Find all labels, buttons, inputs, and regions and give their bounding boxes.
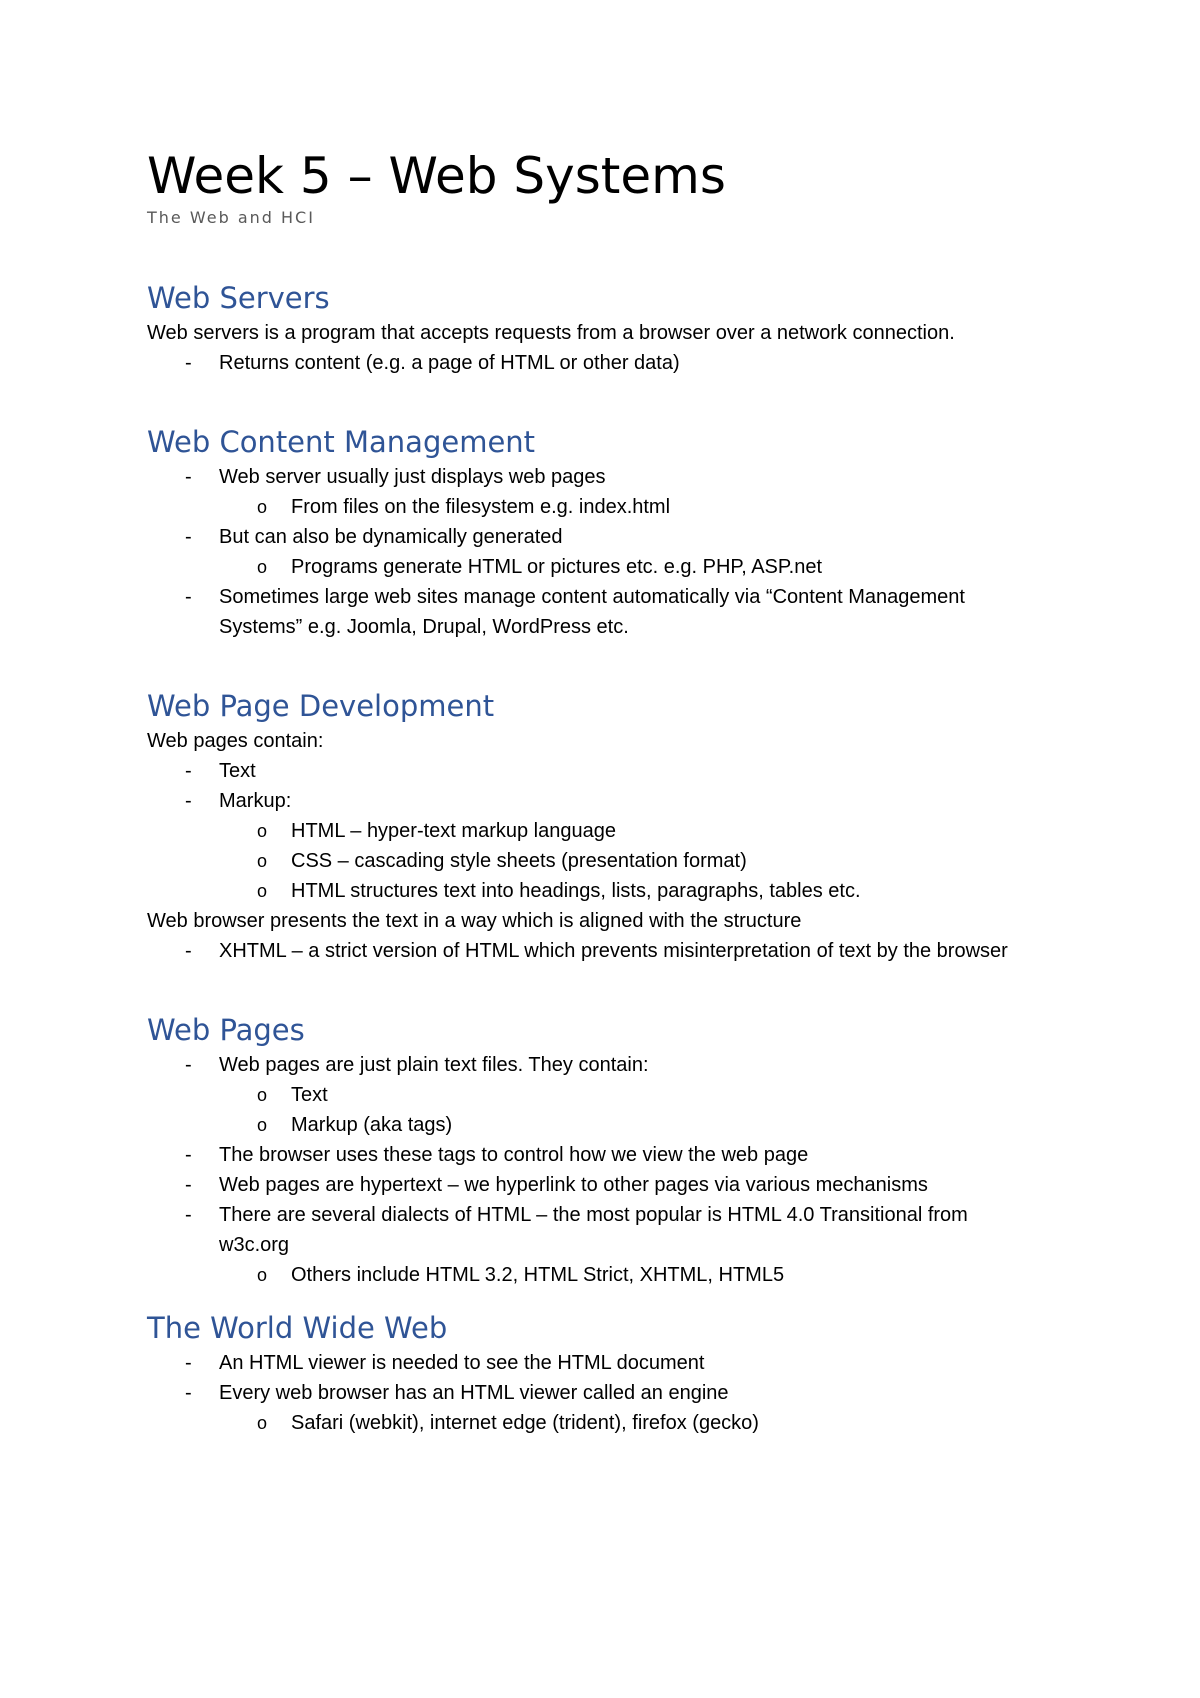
dash-marker: - — [185, 790, 192, 812]
list-item-text: There are several dialects of HTML – the most popular is HTML 4.0 Transitional from w3c.org — [219, 1204, 968, 1256]
section-heading: Web Page Development — [147, 689, 495, 723]
sub-bullet-list — [219, 816, 1067, 906]
sub-bullet-list — [219, 552, 1067, 582]
section-heading: Web Servers — [147, 281, 330, 315]
sub-list-item-text: From files on the filesystem e.g. index.html — [291, 496, 671, 518]
sub-bullet-list — [219, 492, 1067, 522]
paragraph: Web pages contain: — [147, 730, 324, 752]
sub-list-item — [219, 552, 1067, 582]
dash-marker: - — [185, 586, 192, 608]
sub-bullet-list — [219, 1080, 1067, 1140]
circle-marker: o — [257, 1413, 268, 1433]
list-item — [147, 1140, 1067, 1170]
bullet-list — [147, 1050, 1067, 1080]
sub-list-item — [219, 846, 1067, 876]
sub-list-item-text: Programs generate HTML or pictures etc. e.g. PHP, ASP.net — [291, 556, 823, 578]
bullet-list — [147, 1140, 1067, 1260]
circle-marker: o — [257, 881, 268, 901]
bullet-list — [147, 462, 1067, 492]
sub-list-item — [219, 876, 1067, 906]
circle-marker: o — [257, 851, 268, 871]
circle-marker: o — [257, 497, 268, 517]
section-world-wide-web — [147, 1308, 1067, 1438]
list-item-text: Text — [219, 760, 256, 782]
list-item — [147, 936, 1067, 966]
section-web-servers — [147, 278, 1067, 378]
list-item — [147, 522, 1067, 552]
list-item — [147, 1170, 1067, 1200]
list-item-text: An HTML viewer is needed to see the HTML document — [219, 1352, 705, 1374]
bullet-list — [147, 348, 1067, 378]
list-item-text: The browser uses these tags to control how we view the web page — [219, 1144, 809, 1166]
list-item — [147, 1348, 1067, 1378]
list-item-text: Web pages are just plain text files. They contain: — [219, 1054, 649, 1076]
section-web-content-management — [147, 422, 1067, 642]
list-item — [147, 1200, 1067, 1260]
list-item-text: But can also be dynamically generated — [219, 526, 563, 548]
list-item — [147, 462, 1067, 492]
list-item — [147, 582, 1067, 642]
sub-list-item — [219, 1110, 1067, 1140]
sub-list-item-text: HTML structures text into headings, lists, paragraphs, tables etc. — [291, 880, 861, 902]
sub-bullet-list — [219, 1408, 1067, 1438]
dash-marker: - — [185, 352, 192, 374]
circle-marker: o — [257, 1115, 268, 1135]
sub-list-item-text: Markup (aka tags) — [291, 1114, 453, 1136]
paragraph: Web browser presents the text in a way which is aligned with the structure — [147, 910, 802, 932]
sub-list-item — [219, 492, 1067, 522]
sub-list-item — [219, 1408, 1067, 1438]
list-item-text: XHTML – a strict version of HTML which prevents misinterpretation of text by the browser — [219, 940, 1008, 962]
sub-list-item — [219, 816, 1067, 846]
list-item-text: Sometimes large web sites manage content automatically via “Content Management Systems” e.g. Joomla, Drupal, WordPress etc. — [219, 586, 965, 638]
list-item — [147, 1050, 1067, 1080]
dash-marker: - — [185, 1204, 192, 1226]
list-item — [147, 786, 1067, 816]
circle-marker: o — [257, 557, 268, 577]
bullet-list — [147, 582, 1067, 642]
document-page — [147, 146, 1067, 1438]
section-heading: Web Pages — [147, 1013, 305, 1047]
bullet-list — [147, 936, 1067, 966]
dash-marker: - — [185, 940, 192, 962]
dash-marker: - — [185, 1382, 192, 1404]
sub-bullet-list — [219, 1260, 1067, 1290]
dash-marker: - — [185, 526, 192, 548]
bullet-list — [147, 1348, 1067, 1408]
list-item-text: Web server usually just displays web pages — [219, 466, 606, 488]
list-item — [147, 1378, 1067, 1408]
sub-list-item-text: CSS – cascading style sheets (presentation format) — [291, 850, 747, 872]
section-heading: Web Content Management — [147, 425, 536, 459]
list-item-text: Every web browser has an HTML viewer called an engine — [219, 1382, 729, 1404]
list-item-text: Web pages are hypertext – we hyperlink to other pages via various mechanisms — [219, 1174, 928, 1196]
list-item-text: Returns content (e.g. a page of HTML or other data) — [219, 352, 680, 374]
document-title: Week 5 – Web Systems — [147, 147, 726, 205]
dash-marker: - — [185, 760, 192, 782]
sub-list-item-text: Text — [291, 1084, 328, 1106]
circle-marker: o — [257, 1085, 268, 1105]
bullet-list — [147, 756, 1067, 816]
dash-marker: - — [185, 1144, 192, 1166]
dash-marker: - — [185, 1174, 192, 1196]
section-web-page-development — [147, 686, 1067, 966]
bullet-list — [147, 522, 1067, 552]
list-item-text: Markup: — [219, 790, 292, 812]
sub-list-item-text: HTML – hyper-text markup language — [291, 820, 616, 842]
dash-marker: - — [185, 466, 192, 488]
circle-marker: o — [257, 1265, 268, 1285]
sub-list-item — [219, 1080, 1067, 1110]
dash-marker: - — [185, 1054, 192, 1076]
list-item — [147, 756, 1067, 786]
section-heading: The World Wide Web — [147, 1311, 448, 1345]
sub-list-item-text: Safari (webkit), internet edge (trident), firefox (gecko) — [291, 1412, 759, 1434]
list-item — [147, 348, 1067, 378]
circle-marker: o — [257, 821, 268, 841]
sub-list-item — [219, 1260, 1067, 1290]
paragraph: Web servers is a program that accepts requests from a browser over a network connection. — [147, 322, 955, 344]
document-subtitle: The Web and HCI — [147, 208, 315, 227]
dash-marker: - — [185, 1352, 192, 1374]
section-web-pages — [147, 1010, 1067, 1290]
sub-list-item-text: Others include HTML 3.2, HTML Strict, XHTML, HTML5 — [291, 1264, 785, 1286]
